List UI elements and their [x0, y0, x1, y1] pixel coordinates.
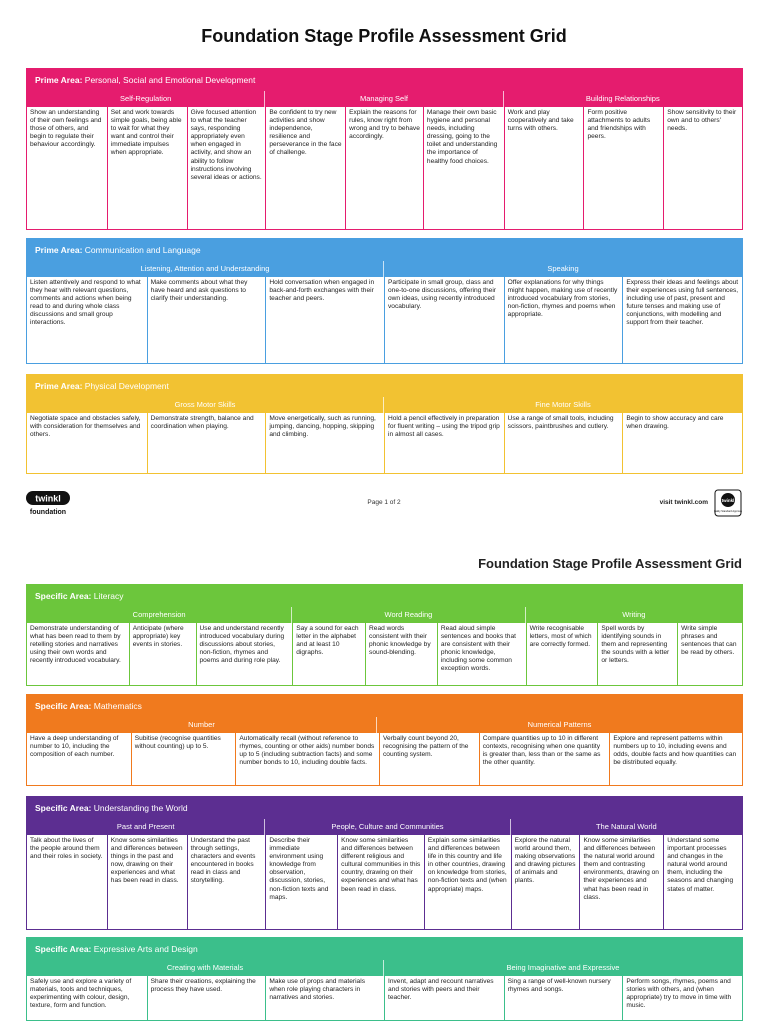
area-header: [27, 69, 742, 91]
sub-area-creating-materials: Creating with Materials: [27, 960, 384, 976]
criterion-cell: Compare quantities up to 10 in different contexts, recognising when one quantity is greater than, less than or the same as the other quantity.: [479, 733, 610, 785]
svg-text:twinkl: twinkl: [35, 493, 61, 504]
sub-area-number: Number: [27, 717, 377, 733]
criterion-cell: Perform songs, rhymes, poems and stories with others, and (when appropriate) try to move in time with music.: [622, 976, 742, 1020]
criterion-cell: Have a deep understanding of number to 10, including the composition of each number.: [30, 735, 119, 759]
criterion-cell: Express their ideas and feelings about their experiences using full sentences, including use of past, present and future tenses and making use of conjunctions, with modelling and support from their teacher.: [622, 277, 742, 363]
area-name: Personal, Social and Emotional Development: [84, 75, 256, 85]
sub-area-listening: Listening, Attention and Understanding: [27, 261, 384, 277]
area-expressive-arts: [26, 937, 743, 1021]
criterion-cell: Explain the reasons for rules, know right from wrong and try to behave accordingly.: [345, 107, 423, 229]
criteria-row: [27, 835, 742, 929]
sub-area-row: [27, 819, 742, 835]
area-literacy: [26, 584, 743, 686]
criterion-cell: Set and work towards simple goals, being able to wait for what they want and control their immediate impulses when appropriate.: [107, 107, 187, 229]
criterion-cell: Know some similarities and differences between things in the past and now, drawing on their experiences and what has been read in class.: [107, 835, 187, 929]
page-title: Foundation Stage Profile Assessment Grid: [201, 26, 567, 46]
criteria-row: [27, 976, 742, 1020]
sub-area-speaking: Speaking: [547, 264, 579, 273]
area-header: [27, 375, 742, 397]
sub-area-numerical-patterns: Numerical Patterns: [527, 720, 592, 729]
area-personal-social-emotional: [26, 68, 743, 230]
criteria-row: [27, 733, 742, 785]
criterion-cell: Safely use and explore a variety of materials, tools and techniques, experimenting with colour, design, texture, form and function.: [30, 978, 132, 1010]
criterion-cell: Write recognisable letters, most of which are correctly formed.: [526, 623, 598, 685]
criterion-cell: Participate in small group, class and one-to-one discussions, offering their own ideas, using recently introduced vocabulary.: [384, 277, 504, 363]
sub-area-natural-world: The Natural World: [595, 822, 657, 831]
sub-area-comprehension: Comprehension: [27, 607, 292, 623]
area-header: [27, 585, 742, 607]
area-name: Understanding the World: [93, 803, 188, 813]
criterion-cell: Give focused attention to what the teacher says, responding appropriately even when engaged in activity, and show an ability to follow instructions involving several ideas or actions.: [187, 107, 266, 229]
criterion-cell: Demonstrate understanding of what has been read to them by retelling stories and narratives using their own words and recently introduced vocabulary.: [30, 625, 121, 665]
sub-area-writing: Writing: [622, 610, 646, 619]
criterion-cell: Subitise (recognise quantities without counting) up to 5.: [131, 733, 236, 785]
svg-text:foundation: foundation: [29, 509, 67, 516]
criterion-cell: Make comments about what they have heard and ask questions to clarify their understanding.: [147, 277, 266, 363]
sub-area-people-culture: People, Culture and Communities: [265, 819, 510, 835]
sub-area-building-relationships: Building Relationships: [585, 94, 660, 103]
criterion-cell: Say a sound for each letter in the alphabet and at least 10 digraphs.: [292, 623, 365, 685]
criterion-cell: Explain some similarities and differences between life in this country and life in other countries, drawing on knowledge from stories, non-fiction texts and (when appropriate) maps.: [424, 835, 511, 929]
criterion-cell: Move energetically, such as running, jumping, dancing, hopping, skipping and climbing.: [265, 413, 384, 473]
area-mathematics: [26, 694, 743, 786]
area-understanding-world: [26, 796, 743, 930]
criterion-cell: Manage their own basic hygiene and personal needs, including dressing, going to the toilet and understanding the importance of healthy food choices.: [423, 107, 504, 229]
sub-area-self-regulation: Self-Regulation: [27, 91, 265, 107]
criterion-cell: Read words consistent with their phonic knowledge by sound-blending.: [365, 623, 437, 685]
criterion-cell: Use and understand recently introduced vocabulary during discussions about stories, non-fiction, rhymes and poems and during role play.: [196, 623, 293, 685]
criterion-cell: Form positive attachments to adults and friendships with peers.: [583, 107, 663, 229]
area-header: [27, 797, 742, 819]
criterion-cell: Understand some important processes and changes in the natural world around them, including the seasons and changing states of matter.: [663, 835, 742, 929]
criteria-row: [27, 277, 742, 363]
visit-link[interactable]: visit twinkl.com: [659, 499, 708, 506]
area-type-label: Specific Area:: [35, 803, 92, 813]
criterion-cell: Make use of props and materials when role playing characters in narratives and stories.: [265, 976, 384, 1020]
criterion-cell: Listen attentively and respond to what they hear with relevant questions, comments and actions when being read to and during whole class discussions and small group interactions.: [30, 279, 141, 327]
criterion-cell: Use a range of small tools, including scissors, paintbrushes and cutlery.: [504, 413, 623, 473]
svg-text:twinkl: twinkl: [721, 498, 735, 503]
area-name: Physical Development: [84, 381, 169, 391]
criterion-cell: Negotiate space and obstacles safely, with consideration for themselves and others.: [30, 415, 141, 439]
sub-area-row: [27, 91, 742, 107]
criterion-cell: Anticipate (where appropriate) key events in stories.: [129, 623, 196, 685]
area-type-label: Prime Area:: [35, 245, 83, 255]
criterion-cell: Write simple phrases and sentences that can be read by others.: [677, 623, 742, 685]
sub-area-imaginative-expressive: Being Imaginative and Expressive: [506, 963, 620, 972]
criterion-cell: Be confident to try new activities and show independence, resilience and perseverance in the face of challenge.: [265, 107, 345, 229]
criterion-cell: Spell words by identifying sounds in them and representing the sounds with a letter or letters.: [597, 623, 677, 685]
area-type-label: Specific Area:: [35, 591, 92, 601]
criterion-cell: Describe their immediate environment using knowledge from observation, discussion, stories, non-fiction texts and maps.: [265, 835, 337, 929]
area-name: Literacy: [93, 591, 124, 601]
sub-area-word-reading: Word Reading: [292, 607, 525, 623]
criterion-cell: Begin to show accuracy and care when drawing.: [622, 413, 742, 473]
svg-text:Quality Standard Approved: Quality Standard Approved: [714, 510, 742, 513]
area-name: Expressive Arts and Design: [93, 944, 198, 954]
criterion-cell: Sing a range of well-known nursery rhymes and songs.: [504, 976, 623, 1020]
criterion-cell: Know some similarities and differences between different religious and cultural communities in this country, drawing on their experiences and what has been read in class.: [337, 835, 424, 929]
criteria-row: [27, 413, 742, 473]
criterion-cell: Understand the past through settings, characters and events encountered in books read in class and storytelling.: [187, 835, 266, 929]
area-header: [27, 239, 742, 261]
criterion-cell: Hold conversation when engaged in back-and-forth exchanges with their teacher and peers.: [265, 277, 384, 363]
area-name: Mathematics: [93, 701, 142, 711]
sub-area-row: [27, 261, 742, 277]
area-header: [27, 695, 742, 717]
sub-area-row: [27, 717, 742, 733]
page-number: Page 1 of 2: [367, 499, 401, 506]
criterion-cell: Know some similarities and differences between the natural world around them and contrasting environments, drawing on their experiences and what has been read in class.: [579, 835, 663, 929]
area-type-label: Specific Area:: [35, 701, 92, 711]
criterion-cell: Hold a pencil effectively in preparation for fluent writing – using the tripod grip in almost all cases.: [384, 413, 504, 473]
criterion-cell: Verbally count beyond 20, recognising the pattern of the counting system.: [379, 733, 479, 785]
criterion-cell: Offer explanations for why things might happen, making use of recently introduced vocabulary from stories, non-fiction, rhymes and poems when appropriate.: [504, 277, 623, 363]
criterion-cell: Work and play cooperatively and take turns with others.: [504, 107, 584, 229]
criterion-cell: Automatically recall (without reference to rhymes, counting or other aids) number bonds up to 5 (including subtraction facts) and some number bonds to 10, including double facts.: [235, 733, 379, 785]
criterion-cell: Show an understanding of their own feelings and those of others, and begin to regulate their behaviour accordingly.: [30, 109, 102, 149]
criterion-cell: Show sensitivity to their own and to others' needs.: [663, 107, 742, 229]
area-type-label: Prime Area:: [35, 381, 83, 391]
criterion-cell: Read aloud simple sentences and books that are consistent with their phonic knowledge, including some common exception words.: [437, 623, 526, 685]
area-type-label: Specific Area:: [35, 944, 92, 954]
criterion-cell: Invent, adapt and recount narratives and stories with peers and their teacher.: [384, 976, 504, 1020]
criteria-row: [27, 623, 742, 685]
quality-badge-icon: [714, 489, 742, 517]
area-name: Communication and Language: [84, 245, 201, 255]
sub-area-gross-motor: Gross Motor Skills: [27, 397, 384, 413]
area-communication-language: [26, 238, 743, 364]
criterion-cell: Explore and represent patterns within numbers up to 10, including evens and odds, double facts and how quantities can be distributed equally.: [609, 733, 742, 785]
page-title: Foundation Stage Profile Assessment Grid: [478, 556, 742, 571]
criterion-cell: Share their creations, explaining the process they have used.: [147, 976, 266, 1020]
criterion-cell: Talk about the lives of the people around them and their roles in society.: [30, 837, 103, 861]
criteria-row: [27, 107, 742, 229]
area-type-label: Prime Area:: [35, 75, 83, 85]
area-physical-development: [26, 374, 743, 474]
sub-area-row: [27, 397, 742, 413]
sub-area-managing-self: Managing Self: [265, 91, 503, 107]
sub-area-row: [27, 607, 742, 623]
sub-area-past-present: Past and Present: [27, 819, 265, 835]
criterion-cell: Demonstrate strength, balance and coordination when playing.: [147, 413, 266, 473]
area-header: [27, 938, 742, 960]
criterion-cell: Explore the natural world around them, making observations and drawing pictures of animals and plants.: [511, 835, 580, 929]
sub-area-fine-motor: Fine Motor Skills: [535, 400, 591, 409]
sub-area-row: [27, 960, 742, 976]
